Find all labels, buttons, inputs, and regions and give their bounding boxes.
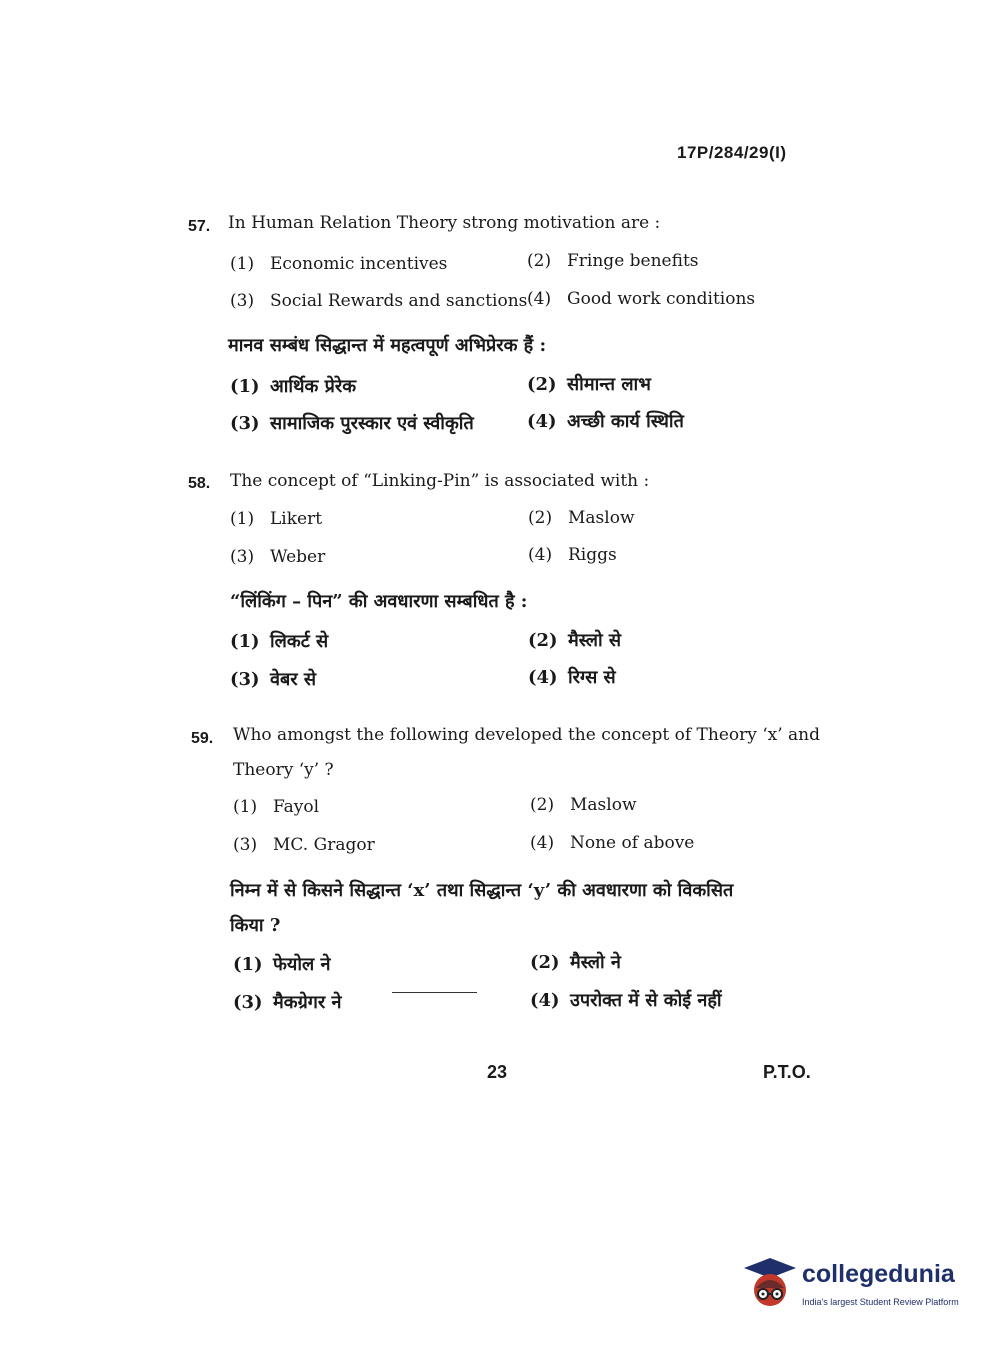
option-1-en bbox=[230, 509, 322, 529]
option-number: (4) bbox=[528, 667, 558, 688]
option-4-hi bbox=[528, 665, 616, 689]
option-label: Fringe benefits bbox=[567, 251, 699, 271]
page-number: 23 bbox=[487, 1062, 508, 1082]
mascot-icon bbox=[740, 1250, 800, 1320]
option-3-en bbox=[230, 291, 527, 311]
option-label: None of above bbox=[570, 833, 695, 853]
option-2-en bbox=[530, 795, 637, 815]
option-3-hi bbox=[230, 667, 316, 691]
paper-code: 17P/284/29(I) bbox=[677, 143, 787, 162]
option-label: MC. Gragor bbox=[273, 835, 375, 855]
option-label: Maslow bbox=[570, 795, 637, 815]
option-2-en bbox=[528, 508, 635, 528]
option-number: (2) bbox=[528, 508, 553, 528]
question-text-en: In Human Relation Theory strong motivation are : bbox=[228, 213, 661, 233]
option-3-hi bbox=[233, 990, 342, 1014]
option-2-en bbox=[527, 251, 699, 271]
pto-label: P.T.O. bbox=[763, 1062, 811, 1082]
option-1-hi bbox=[230, 374, 356, 398]
question-text-en-line-2: Theory ‘y’ ? bbox=[233, 760, 334, 780]
option-number: (1) bbox=[230, 254, 255, 274]
option-label: Economic incentives bbox=[270, 254, 448, 274]
option-label: Good work conditions bbox=[567, 289, 756, 309]
option-number: (3) bbox=[233, 992, 263, 1013]
option-number: (2) bbox=[527, 374, 557, 395]
option-number: (4) bbox=[530, 990, 560, 1011]
question-text-hi-line-2: किया ? bbox=[230, 915, 281, 936]
option-number: (1) bbox=[230, 509, 255, 529]
option-4-en bbox=[527, 289, 755, 309]
option-4-hi bbox=[530, 988, 722, 1012]
option-number: (4) bbox=[530, 833, 555, 853]
question-text-hi-line-1: निम्न में से किसने सिद्धान्त ‘x’ तथा सिद्धान्त ‘y’ की अवधारणा को विकसित bbox=[230, 880, 734, 901]
option-label: सीमान्त लाभ bbox=[567, 374, 651, 395]
option-label: उपरोक्त में से कोई नहीं bbox=[570, 990, 722, 1011]
option-label: वेबर से bbox=[270, 669, 317, 690]
option-number: (3) bbox=[230, 669, 260, 690]
question-text-en-line-1: Who amongst the following developed the concept of Theory ‘x’ and bbox=[233, 725, 821, 745]
option-number: (2) bbox=[530, 795, 555, 815]
option-label: मैकग्रेगर ने bbox=[273, 992, 342, 1013]
option-label: अच्छी कार्य स्थिति bbox=[567, 411, 684, 432]
question-text-en: The concept of “Linking-Pin” is associated with : bbox=[230, 471, 650, 491]
option-4-hi bbox=[527, 409, 684, 433]
option-4-en bbox=[530, 833, 694, 853]
option-label: सामाजिक पुरस्कार एवं स्वीकृति bbox=[270, 413, 474, 434]
option-label: Riggs bbox=[568, 545, 617, 565]
question-text-hi: “लिंकिंग – पिन” की अवधारणा सम्बधित है : bbox=[230, 591, 528, 612]
option-3-en bbox=[233, 835, 375, 855]
option-number: (2) bbox=[528, 630, 558, 651]
option-4-en bbox=[528, 545, 617, 565]
logo-brand: collegedunia bbox=[802, 1260, 955, 1288]
question-number: 58. bbox=[188, 475, 211, 492]
option-2-hi bbox=[528, 628, 621, 652]
option-1-hi bbox=[233, 952, 330, 976]
option-number: (2) bbox=[527, 251, 552, 271]
option-3-en bbox=[230, 547, 325, 567]
option-1-en bbox=[233, 797, 319, 817]
option-2-hi bbox=[527, 372, 651, 396]
option-label: Maslow bbox=[568, 508, 635, 528]
option-1-hi bbox=[230, 629, 328, 653]
question-number: 57. bbox=[188, 218, 211, 235]
option-number: (4) bbox=[527, 289, 552, 309]
option-number: (4) bbox=[528, 545, 553, 565]
option-label: Social Rewards and sanctions bbox=[270, 291, 528, 311]
option-label: लिकर्ट से bbox=[270, 631, 329, 652]
option-3-hi bbox=[230, 411, 474, 435]
option-label: Likert bbox=[270, 509, 323, 529]
option-label: रिग्स से bbox=[568, 667, 616, 688]
option-label: मैस्लो से bbox=[568, 630, 622, 651]
option-number: (1) bbox=[233, 797, 258, 817]
option-label: Weber bbox=[270, 547, 326, 567]
option-number: (4) bbox=[527, 411, 557, 432]
option-2-hi bbox=[530, 950, 621, 974]
option-label: मैस्लो ने bbox=[570, 952, 621, 973]
option-label: आर्थिक प्रेरेक bbox=[270, 376, 357, 397]
option-1-en bbox=[230, 254, 447, 274]
option-number: (3) bbox=[230, 547, 255, 567]
option-number: (3) bbox=[230, 413, 260, 434]
question-number: 59. bbox=[191, 730, 214, 747]
option-number: (3) bbox=[233, 835, 258, 855]
question-text-hi: मानव सम्बंध सिद्धान्त में महत्वपूर्ण अभिप्रेरक हैं : bbox=[228, 335, 547, 356]
logo-tagline: India's largest Student Review Platform bbox=[802, 1297, 959, 1307]
option-number: (1) bbox=[230, 376, 260, 397]
option-label: Fayol bbox=[273, 797, 320, 817]
option-number: (3) bbox=[230, 291, 255, 311]
option-number: (1) bbox=[233, 954, 263, 975]
collegedunia-logo bbox=[740, 1250, 975, 1320]
option-label: फेयोल ने bbox=[273, 954, 331, 975]
option-number: (1) bbox=[230, 631, 260, 652]
option-number: (2) bbox=[530, 952, 560, 973]
scan-mark bbox=[392, 992, 477, 993]
